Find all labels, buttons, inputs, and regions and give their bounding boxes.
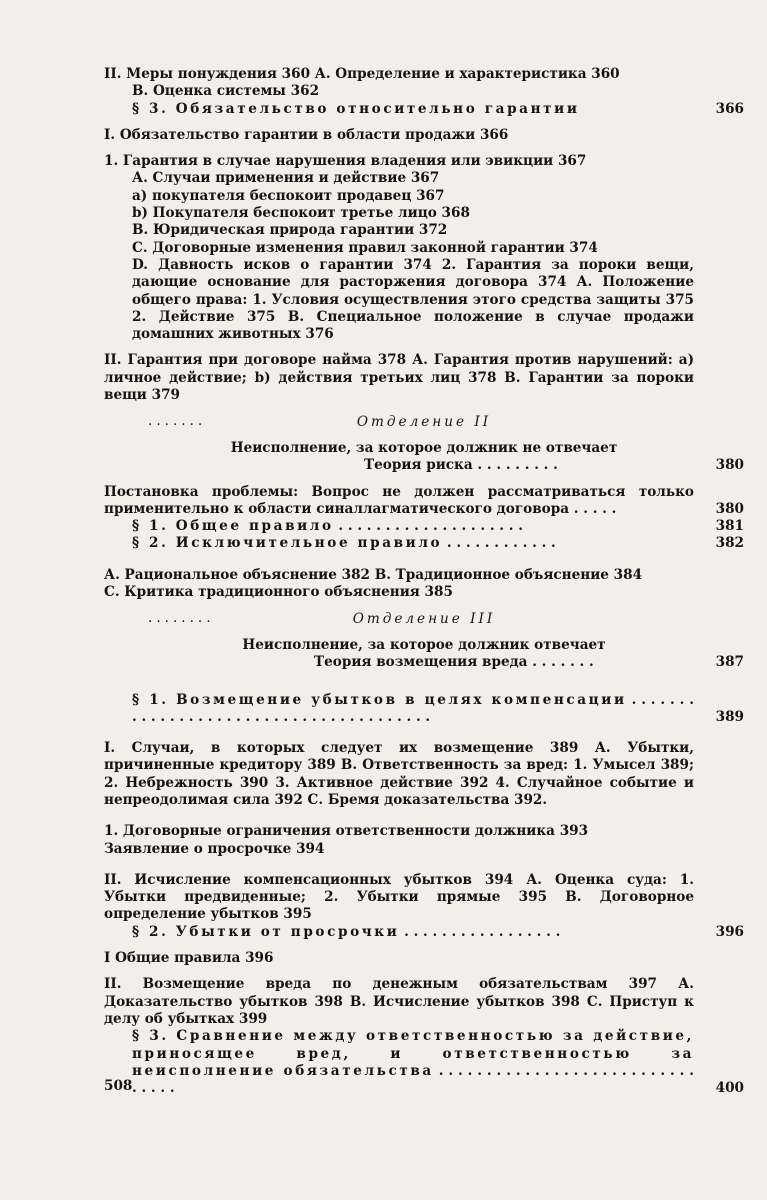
- ornament-dots: .......: [148, 413, 207, 430]
- toc-line: С. Критика традиционного объяснения 385: [104, 584, 453, 601]
- subheading-text: Теория риска: [364, 457, 473, 474]
- toc-entry: I. Обязательство гарантии в области продажи 366: [104, 126, 509, 143]
- division-title: Отделение II: [356, 413, 492, 430]
- leader-dots: . . . . . . . . .: [477, 457, 558, 474]
- leader-dots: . . . . . . . . . . . . . . . . . . . . . . . . . . . . . . . . . . . . . . .: [132, 691, 695, 725]
- page-ref: 380: [715, 457, 744, 474]
- division-heading: Неисполнение, за которое должник не отвечает: [230, 439, 618, 456]
- section-title: § 2. Исключительное правило: [132, 535, 443, 552]
- toc-entry-problem: [104, 484, 744, 519]
- toc-entry-explanations: [104, 567, 744, 602]
- division-heading: Неисполнение, за которое должник отвечает: [242, 636, 606, 653]
- page-ref: 366: [715, 100, 744, 117]
- toc-entry-eviction: [104, 153, 744, 343]
- toc-line: В. Юридическая природа гарантии 372: [132, 222, 448, 239]
- leader-dots: . . . . . . . . . . . . . . . . . . . . . . . . . . . . . . . .: [132, 1062, 695, 1097]
- page-number: 508: [104, 1078, 133, 1094]
- toc-line: В. Оценка системы 362: [132, 83, 320, 100]
- toc-entry: II. Гарантия при договоре найма 378 А. Гарантия против нарушений: а) личное действие; b) действия третьих лиц 378 В. Гарантии за пороки вещи 379: [104, 352, 694, 404]
- toc-section-general: [104, 518, 744, 535]
- table-of-contents: [104, 66, 744, 1097]
- toc-entry-measures: [104, 66, 744, 101]
- section-title: § 3. Обязательство относительно гарантии: [132, 100, 580, 117]
- toc-entry-limits: [104, 823, 744, 858]
- division-title: Отделение III: [352, 610, 496, 627]
- ornament-dots: ........: [148, 610, 215, 627]
- toc-entry: I Общие правила 396: [104, 950, 274, 967]
- toc-section-exception: [104, 535, 744, 552]
- toc-section-compensation: [104, 692, 744, 727]
- toc-section-comparison: [104, 1028, 744, 1097]
- leader-dots: . . . . . . . . . . . .: [446, 535, 556, 552]
- leader-dots: . . . . . . . . . . . . . . . . . . . .: [338, 518, 523, 535]
- page-ref: 381: [715, 518, 744, 535]
- toc-entry: II. Возмещение вреда по денежным обязательствам 397 А. Доказательство убытков 398 В. Исчисление убытков 398 С. Приступ к делу об убытках 399: [104, 976, 694, 1027]
- toc-entry: I. Случаи, в которых следует их возмещение 389 А. Убытки, причиненные кредитору 389 В. Ответственность за вред: 1. Умысел 389; 2. Небрежность 390 3. Активное действие 392 4. Случайное событие и непреодолимая сила 392 С. Бремя доказательства 392.: [104, 740, 694, 808]
- toc-section-delay: [104, 924, 744, 941]
- toc-line: b) Покупателя беспокоит третье лицо 368: [132, 205, 470, 222]
- page-ref: 380: [715, 500, 744, 517]
- toc-line: А. Рациональное объяснение 382 В. Традиционное объяснение 384: [104, 566, 643, 583]
- leader-dots: . . . . . . .: [532, 654, 594, 671]
- subheading-text: Теория возмещения вреда: [314, 654, 528, 671]
- page-ref: 396: [715, 923, 744, 940]
- toc-line: А. Случаи применения и действие 367: [132, 170, 440, 187]
- toc-line: С. Договорные изменения правил законной гарантии 374: [132, 239, 598, 256]
- page-ref: 382: [715, 535, 744, 552]
- page-ref: 389: [715, 708, 744, 725]
- section-title: § 1. Общее правило: [132, 518, 334, 535]
- page-ref: 400: [715, 1080, 744, 1097]
- division-subheading: [104, 457, 744, 474]
- toc-line: 1. Гарантия в случае нарушения владения или эвикции 367: [104, 153, 587, 170]
- section-title: § 2. Убытки от просрочки: [132, 923, 400, 940]
- section-title: § 1. Возмещение убытков в целях компенсации: [132, 691, 627, 708]
- toc-line: D. Давность исков о гарантии 374 2. Гарантия за пороки вещи, дающие основание для расторжения договора 374 А. Положение общего права: 1. Условия осуществления этого средства защиты 375 2. Действие 375 В. Специальное положение в случае продажи домашних животных 376: [132, 256, 694, 343]
- toc-line: II. Меры понуждения 360 А. Определение и характеристика 360: [104, 66, 620, 82]
- toc-line: a) покупателя беспокоит продавец 367: [132, 187, 445, 204]
- leader-dots: . . . . . . . . . . . . . . . . .: [404, 923, 561, 940]
- section-title: § 3. Сравнение между ответственностью за действие, приносящее вред, и ответственностью за неисполнение обязательства: [132, 1028, 694, 1079]
- toc-entry: II. Исчисление компенсационных убытков 394 А. Оценка суда: 1. Убытки предвиденные; 2. Убытки прямые 395 В. Договорное определение убытков 395: [104, 871, 694, 923]
- toc-line: Заявление о просрочке 394: [104, 840, 325, 857]
- entry-text: Постановка проблемы: Вопрос не должен рассматриваться только применительно к области синаллагматического договора . . . . .: [104, 483, 694, 517]
- toc-line: 1. Договорные ограничения ответственности должника 393: [104, 823, 589, 840]
- division-subheading: [104, 654, 744, 671]
- page-ref: 387: [715, 654, 744, 671]
- toc-section-guarantee: [104, 101, 744, 118]
